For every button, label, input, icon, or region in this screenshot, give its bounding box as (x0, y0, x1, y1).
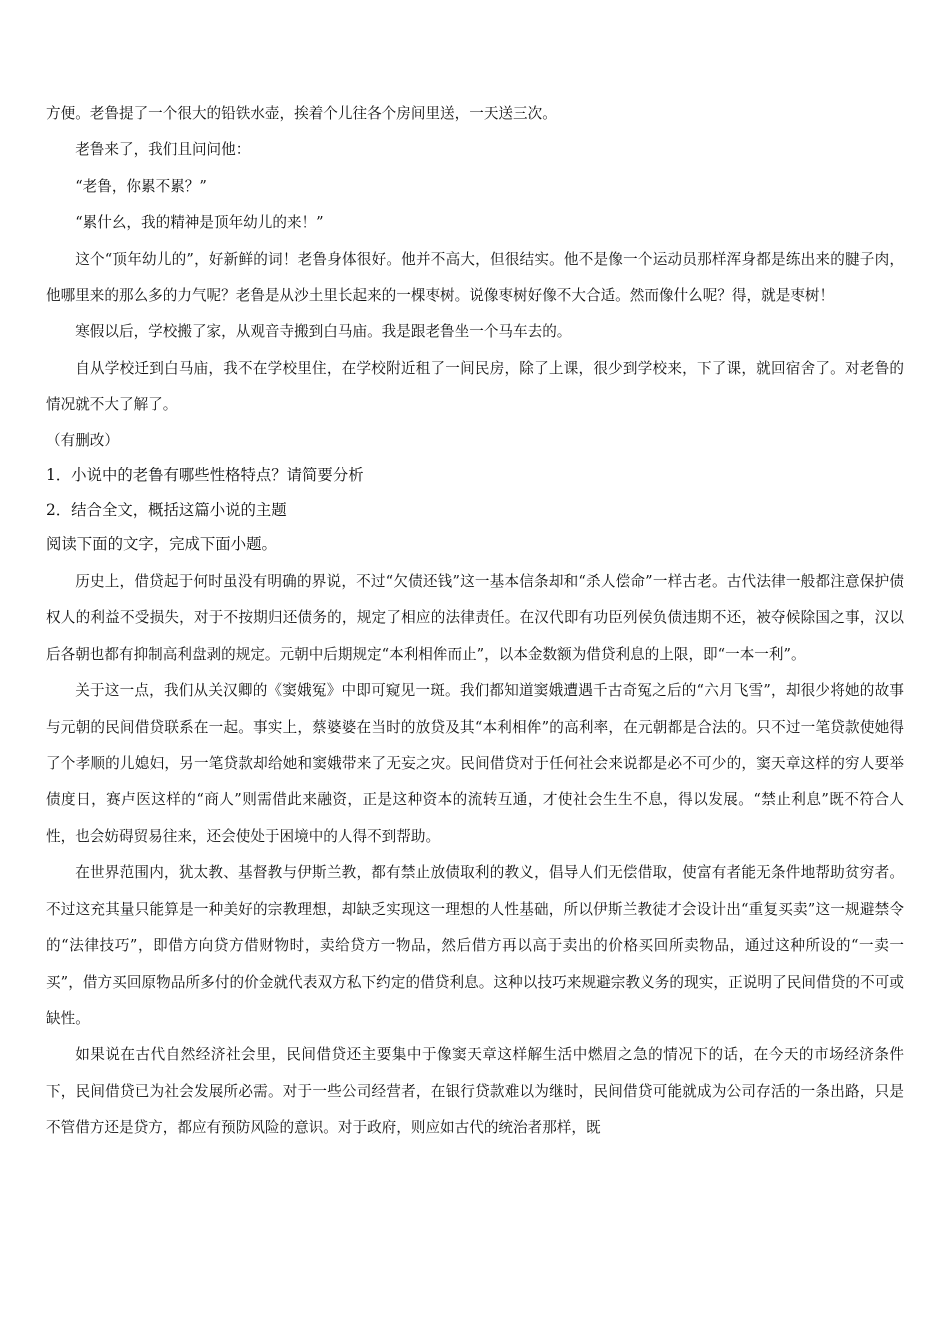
story-paragraph: 老鲁来了，我们且问问他： (75, 141, 251, 159)
question-item: 1．小说中的老鲁有哪些性格特点？请简要分析 (46, 466, 364, 485)
article-paragraph: 历史上，借贷起于何时虽没有明确的界说，不过“欠债还钱”这一基本信条却和“杀人偿命”一样古老。古代法律一般都注意保护债权人的利益不受损失，对于不按期归还债务的，规定了相应的法律责任。在汉代即有功臣列侯负债违期不还，被夺候除国之事，汉以后各朝也都有抑制高利盘剥的规定。元朝中后期规定“本利相侔而止”，以本金数额为借贷利息的上限，即“一本一利”。 (46, 573, 904, 663)
document-body (46, 96, 904, 1147)
reading-prompt: 阅读下面的文字，完成下面小题。 (46, 535, 277, 554)
story-paragraph: 方便。老鲁提了一个很大的铅铁水壶，挨着个儿往各个房间里送，一天送三次。 (46, 105, 557, 122)
question-item: 2．结合全文，概括这篇小说的主题 (46, 500, 287, 519)
story-dialogue: “累什幺，我的精神是顶年幼儿的来！” (75, 214, 324, 232)
story-paragraph: 这个“顶年幼儿的”，好新鲜的词！老鲁身体很好。他并不高大，但很结实。他不是像一个运动员那样浑身都是练出来的腱子肉，他哪里来的那么多的力气呢？老鲁是从沙土里长起来的一棵枣树。说像枣树好像不大合适。然而像什么呢？得，就是枣树！ (46, 250, 904, 305)
story-paragraph: 寒假以后，学校搬了家，从观音寺搬到白马庙。我是跟老鲁坐一个马车去的。 (75, 323, 572, 341)
story-paragraph: 自从学校迁到白马庙，我不在学校里住，在学校附近租了一间民房，除了上课，很少到学校来，下了课，就回宿舍了。对老鲁的情况就不大了解了。 (46, 359, 904, 414)
article-paragraph: 在世界范围内，犹太教、基督教与伊斯兰教，都有禁止放债取利的教义，倡导人们无偿借取，使富有者能无条件地帮助贫穷者。不过这充其量只能算是一种美好的宗教理想，却缺乏实现这一理想的人性基础，所以伊斯兰教徒才会设计出“重复买卖”这一规避禁令的“法律技巧”，即借方向贷方借财物时，卖给贷方一物品，然后借方再以高于卖出的价格买回所卖物品，通过这种所设的“一卖一买”，借方买回原物品所多付的价金就代表双方私下约定的借贷利息。这种以技巧来规避宗教义务的现实，正说明了民间借贷的不可或缺性。 (46, 864, 904, 1027)
revision-note: （有删改） (46, 431, 119, 449)
article-paragraph: 如果说在古代自然经济社会里，民间借贷还主要集中于像窦天章这样解生活中燃眉之急的情况下的话，在今天的市场经济条件下，民间借贷已为社会发展所必需。对于一些公司经营者，在银行贷款难以为继时，民间借贷可能就成为公司存活的一条出路，只是不管借方还是贷方，都应有预防风险的意识。对于政府，则应如古代的统治者那样，既 (46, 1046, 904, 1137)
story-dialogue: “老鲁，你累不累？” (75, 177, 207, 195)
article-paragraph: 关于这一点，我们从关汉卿的《窦娥冤》中即可窥见一斑。我们都知道窦娥遭遇千古奇冤之后的“六月飞雪”，却很少将她的故事与元朝的民间借贷联系在一起。事实上，蔡婆婆在当时的放贷及其“本利相侔”的高利率，在元朝都是合法的。只不过一笔贷款使她得了个孝顺的儿媳妇，另一笔贷款却给她和窦娥带来了无妄之灾。民间借贷对于任何社会来说都是必不可少的，窦天章这样的穷人要举债度日，赛卢医这样的“商人”则需借此来融资，正是这种资本的流转互通，才使社会生生不息，得以发展。“禁止利息”既不符合人性，也会妨碍贸易往来，还会使处于困境中的人得不到帮助。 (46, 682, 904, 845)
